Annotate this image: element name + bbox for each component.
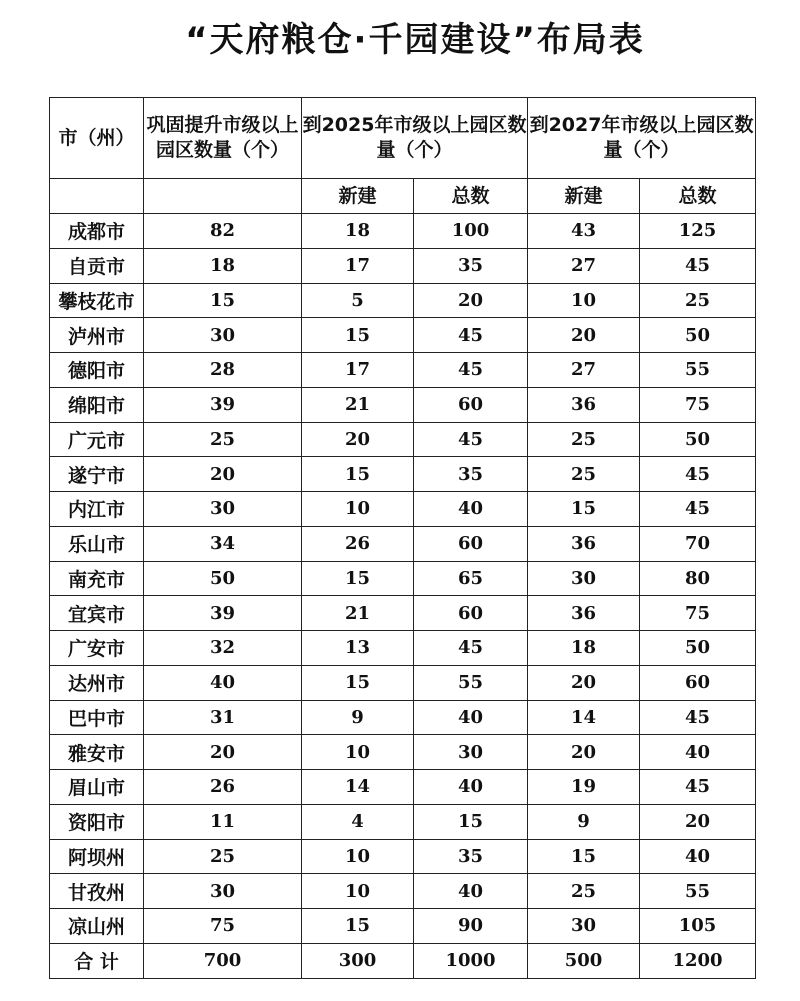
table-row: [50, 596, 756, 631]
cell-new2027: 20: [528, 665, 640, 700]
cell-total2027: 45: [640, 700, 756, 735]
cell-new2027: 20: [528, 735, 640, 770]
cell-new2027: 27: [528, 353, 640, 388]
cell-city: 巴中市: [50, 700, 144, 735]
cell-new2025: 15: [302, 665, 414, 700]
cell-current: 75: [144, 909, 302, 944]
cell-city: 阿坝州: [50, 839, 144, 874]
cell-current: 40: [144, 665, 302, 700]
cell-total2027: 40: [640, 735, 756, 770]
cell-city: 内江市: [50, 492, 144, 527]
cell-new2025: 10: [302, 492, 414, 527]
cell-new2027: 9: [528, 804, 640, 839]
cell-current: 50: [144, 561, 302, 596]
cell-total2025: 35: [414, 839, 528, 874]
cell-current: 34: [144, 526, 302, 561]
cell-new2027: 36: [528, 387, 640, 422]
cell-city: 南充市: [50, 561, 144, 596]
table-row: [50, 248, 756, 283]
cell-city: 达州市: [50, 665, 144, 700]
cell-current: 30: [144, 318, 302, 353]
cell-new2027: 10: [528, 283, 640, 318]
table-row: [50, 283, 756, 318]
cell-current: 39: [144, 596, 302, 631]
cell-new2027: 15: [528, 492, 640, 527]
cell-current: 15: [144, 283, 302, 318]
cell-city: 攀枝花市: [50, 283, 144, 318]
cell-new2027: 36: [528, 526, 640, 561]
cell-new2027: 14: [528, 700, 640, 735]
cell-total2027: 55: [640, 353, 756, 388]
table-row: [50, 874, 756, 909]
cell-new2025: 10: [302, 839, 414, 874]
table-row: [50, 700, 756, 735]
cell-current: 20: [144, 457, 302, 492]
cell-new2027: 19: [528, 770, 640, 805]
cell-total2027: 75: [640, 387, 756, 422]
cell-city: 眉山市: [50, 770, 144, 805]
cell-total2027: 50: [640, 318, 756, 353]
cell-current: 25: [144, 422, 302, 457]
cell-new2025: 26: [302, 526, 414, 561]
cell-current: 11: [144, 804, 302, 839]
cell-total2025: 60: [414, 526, 528, 561]
cell-city: 德阳市: [50, 353, 144, 388]
header-total-2025: 总数: [414, 179, 528, 214]
cell-new2025: 15: [302, 561, 414, 596]
table-row: [50, 909, 756, 944]
cell-total2025: 1000: [414, 943, 528, 978]
cell-city: 合 计: [50, 943, 144, 978]
table-row: [50, 943, 756, 978]
cell-new2027: 36: [528, 596, 640, 631]
cell-total2025: 55: [414, 665, 528, 700]
table-row: [50, 353, 756, 388]
cell-total2025: 90: [414, 909, 528, 944]
header-current: 巩固提升市级以上园区数量（个）: [144, 98, 302, 179]
table-row: [50, 492, 756, 527]
cell-city: 广安市: [50, 631, 144, 666]
cell-new2025: 9: [302, 700, 414, 735]
table-row: [50, 665, 756, 700]
layout-table: [49, 97, 756, 979]
cell-new2025: 17: [302, 248, 414, 283]
cell-total2027: 50: [640, 631, 756, 666]
cell-city: 成都市: [50, 214, 144, 249]
cell-new2025: 4: [302, 804, 414, 839]
cell-new2025: 21: [302, 596, 414, 631]
cell-new2025: 15: [302, 318, 414, 353]
cell-new2025: 18: [302, 214, 414, 249]
cell-city: 凉山州: [50, 909, 144, 944]
cell-city: 资阳市: [50, 804, 144, 839]
cell-total2025: 45: [414, 631, 528, 666]
cell-city: 宜宾市: [50, 596, 144, 631]
table-row: [50, 526, 756, 561]
cell-current: 28: [144, 353, 302, 388]
cell-total2027: 60: [640, 665, 756, 700]
cell-total2027: 25: [640, 283, 756, 318]
cell-new2027: 25: [528, 422, 640, 457]
cell-total2025: 60: [414, 387, 528, 422]
cell-current: 82: [144, 214, 302, 249]
cell-total2027: 55: [640, 874, 756, 909]
cell-new2025: 14: [302, 770, 414, 805]
cell-total2025: 40: [414, 700, 528, 735]
cell-total2027: 125: [640, 214, 756, 249]
cell-new2025: 10: [302, 735, 414, 770]
cell-total2025: 35: [414, 457, 528, 492]
cell-new2027: 43: [528, 214, 640, 249]
cell-total2025: 40: [414, 492, 528, 527]
table-row: [50, 457, 756, 492]
header-city: 市（州）: [50, 98, 144, 179]
cell-total2025: 60: [414, 596, 528, 631]
cell-total2027: 70: [640, 526, 756, 561]
cell-total2027: 45: [640, 492, 756, 527]
cell-city: 泸州市: [50, 318, 144, 353]
cell-new2025: 15: [302, 457, 414, 492]
cell-new2025: 13: [302, 631, 414, 666]
cell-total2027: 1200: [640, 943, 756, 978]
cell-total2025: 65: [414, 561, 528, 596]
cell-total2027: 50: [640, 422, 756, 457]
cell-new2027: 20: [528, 318, 640, 353]
cell-total2025: 30: [414, 735, 528, 770]
cell-new2025: 10: [302, 874, 414, 909]
cell-total2025: 35: [414, 248, 528, 283]
cell-total2025: 45: [414, 353, 528, 388]
table-row: [50, 214, 756, 249]
cell-city: 广元市: [50, 422, 144, 457]
cell-total2025: 40: [414, 874, 528, 909]
cell-new2025: 5: [302, 283, 414, 318]
header-new-2027: 新建: [528, 179, 640, 214]
cell-current: 700: [144, 943, 302, 978]
cell-new2025: 17: [302, 353, 414, 388]
header-2027: 到2027年市级以上园区数量（个）: [528, 98, 756, 179]
cell-new2025: 300: [302, 943, 414, 978]
cell-total2027: 45: [640, 457, 756, 492]
cell-total2027: 20: [640, 804, 756, 839]
cell-new2025: 15: [302, 909, 414, 944]
cell-city: 甘孜州: [50, 874, 144, 909]
cell-current: 25: [144, 839, 302, 874]
cell-total2025: 45: [414, 422, 528, 457]
cell-total2027: 80: [640, 561, 756, 596]
table-row: [50, 770, 756, 805]
table-row: [50, 839, 756, 874]
cell-city: 乐山市: [50, 526, 144, 561]
cell-new2027: 30: [528, 561, 640, 596]
cell-current: 32: [144, 631, 302, 666]
cell-city: 雅安市: [50, 735, 144, 770]
cell-new2025: 20: [302, 422, 414, 457]
cell-total2027: 75: [640, 596, 756, 631]
cell-total2025: 100: [414, 214, 528, 249]
cell-new2027: 15: [528, 839, 640, 874]
header-empty: [144, 179, 302, 214]
cell-total2025: 40: [414, 770, 528, 805]
cell-new2027: 30: [528, 909, 640, 944]
header-new-2025: 新建: [302, 179, 414, 214]
cell-total2027: 40: [640, 839, 756, 874]
table-row: [50, 318, 756, 353]
cell-new2025: 21: [302, 387, 414, 422]
header-2025: 到2025年市级以上园区数量（个）: [302, 98, 528, 179]
cell-current: 18: [144, 248, 302, 283]
cell-total2027: 105: [640, 909, 756, 944]
cell-city: 自贡市: [50, 248, 144, 283]
table-row: [50, 804, 756, 839]
cell-new2027: 18: [528, 631, 640, 666]
table-row: [50, 561, 756, 596]
table-row: [50, 631, 756, 666]
table-body: [50, 214, 756, 979]
cell-current: 30: [144, 874, 302, 909]
cell-total2027: 45: [640, 770, 756, 805]
cell-new2027: 25: [528, 457, 640, 492]
table-row: [50, 735, 756, 770]
cell-city: 绵阳市: [50, 387, 144, 422]
table-row: [50, 387, 756, 422]
cell-new2027: 27: [528, 248, 640, 283]
cell-current: 31: [144, 700, 302, 735]
cell-current: 30: [144, 492, 302, 527]
cell-current: 39: [144, 387, 302, 422]
cell-current: 26: [144, 770, 302, 805]
cell-city: 遂宁市: [50, 457, 144, 492]
header-total-2027: 总数: [640, 179, 756, 214]
page-title: “天府粮仓·千园建设”布局表: [185, 20, 645, 60]
cell-new2027: 25: [528, 874, 640, 909]
header-empty: [50, 179, 144, 214]
cell-new2027: 500: [528, 943, 640, 978]
cell-current: 20: [144, 735, 302, 770]
cell-total2025: 15: [414, 804, 528, 839]
cell-total2027: 45: [640, 248, 756, 283]
table-row: [50, 422, 756, 457]
cell-total2025: 20: [414, 283, 528, 318]
cell-total2025: 45: [414, 318, 528, 353]
